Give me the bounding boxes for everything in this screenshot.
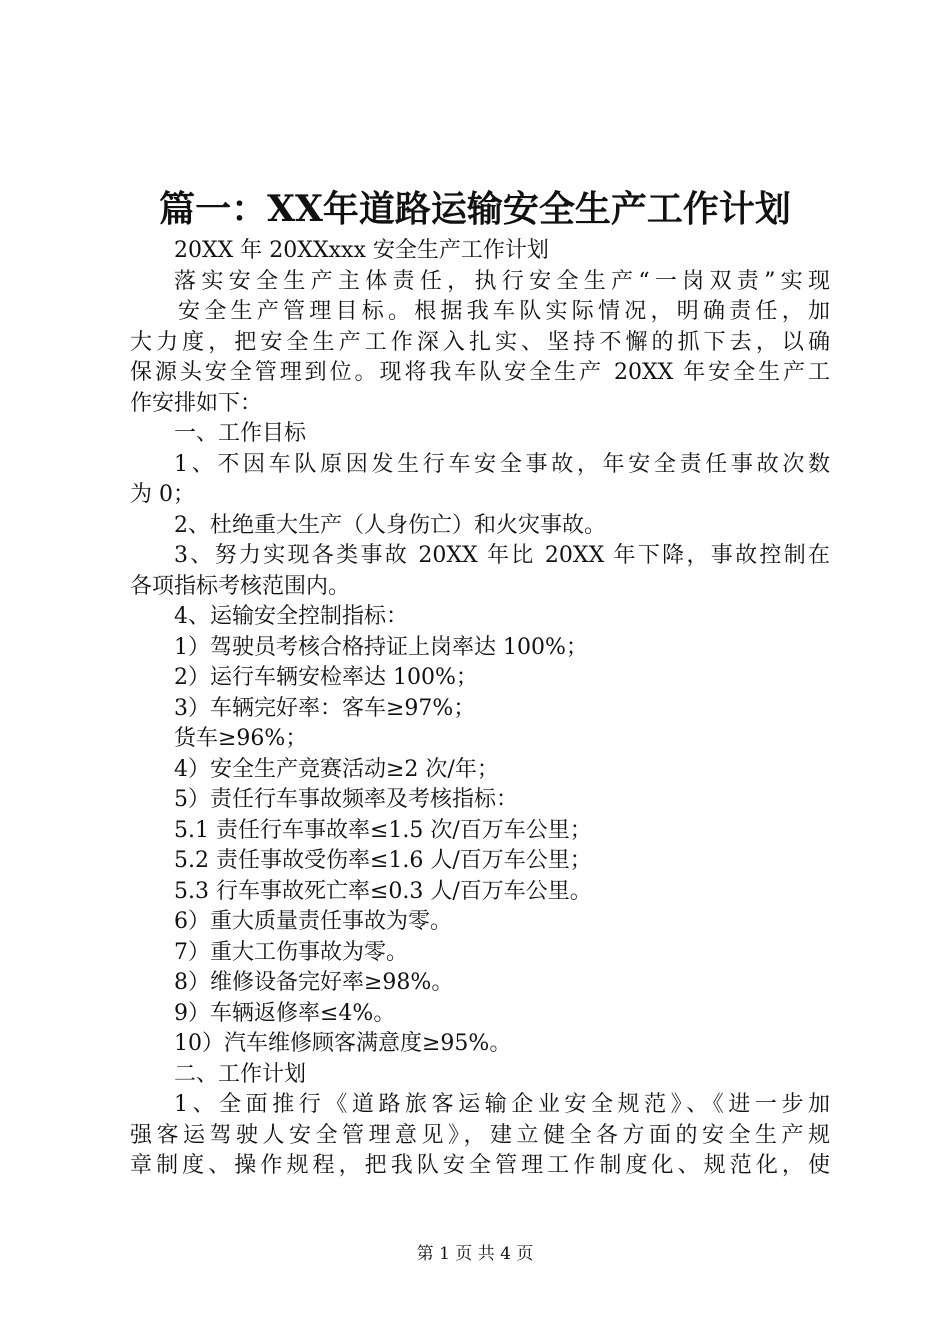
list-item: 8）维修设备完好率≥98%。 bbox=[174, 970, 454, 995]
list-item: 5）责任行车事故频率及考核指标： bbox=[174, 787, 518, 812]
text-line: 3、努力实现各类事故 20XX 年比 20XX 年下降，事故控制在 bbox=[174, 543, 830, 568]
list-item: 4）安全生产竞赛活动≥2 次/年； bbox=[174, 756, 499, 782]
text-line: 为 0； bbox=[130, 482, 195, 507]
list-item: 10）汽车维修顾客满意度≥95%。 bbox=[174, 1031, 512, 1056]
text-line: 强客运驾驶人安全管理意见》，建立健全各方面的安全生产规 bbox=[130, 1122, 830, 1148]
list-item: 2）运行车辆安检率达 100%； bbox=[174, 665, 478, 690]
list-item: 1）驾驶员考核合格持证上岗率达 100%； bbox=[174, 634, 588, 660]
list-item: 6）重大质量责任事故为零。 bbox=[174, 909, 452, 934]
list-item: 5.2 责任事故受伤率≤1.6 人/百万车公里； bbox=[174, 848, 592, 873]
text-line: 各项指标考核范围内。 bbox=[130, 573, 351, 599]
list-item: 货车≥96%； bbox=[174, 726, 308, 751]
text-line: 落实安全生产主体责任，执行安全生产“一岗双责”实现 bbox=[174, 268, 830, 294]
section-heading: 一、工作目标 bbox=[174, 421, 307, 446]
document-title: 篇一：XX年道路运输安全生产工作计划 bbox=[159, 188, 791, 230]
list-item: 7）重大工伤事故为零。 bbox=[174, 939, 408, 965]
text-line: 大力度，把安全生产工作深入扎实、坚持不懈的抓下去，以确 bbox=[130, 329, 830, 355]
list-item: 5.1 责任行车事故率≤1.5 次/百万车公里； bbox=[174, 817, 592, 843]
list-item: 9）车辆返修率≤4%。 bbox=[174, 1000, 396, 1026]
text-line: 保源头安全管理到位。现将我车队安全生产 20XX 年安全生产工 bbox=[130, 360, 830, 385]
text-line: 4、运输安全控制指标： bbox=[174, 604, 408, 629]
text-line: 安全生产管理目标。根据我车队实际情况，明确责任，加 bbox=[178, 299, 830, 324]
text-line: 2、杜绝重大生产（人身伤亡）和火灾事故。 bbox=[174, 512, 606, 538]
page-number-footer: 第 1 页 共 4 页 bbox=[416, 1244, 534, 1264]
list-item: 5.3 行车事故死亡率≤0.3 人/百万车公里。 bbox=[174, 878, 592, 904]
text-line: 章制度、操作规程，把我队安全管理工作制度化、规范化，使 bbox=[130, 1153, 830, 1178]
text-line: 1、全面推行《道路旅客运输企业安全规范》、《进一步加 bbox=[174, 1092, 830, 1117]
text-line-subtitle: 20XX 年 20XXxxx 安全生产工作计划 bbox=[174, 238, 549, 263]
text-line: 1、不因车队原因发生行车安全事故，年安全责任事故次数 bbox=[174, 451, 830, 477]
section-heading: 二、工作计划 bbox=[174, 1061, 307, 1087]
text-line: 作安排如下： bbox=[130, 390, 263, 416]
document-body bbox=[130, 236, 830, 1182]
list-item: 3）车辆完好率：客车≥97%； bbox=[174, 695, 476, 721]
